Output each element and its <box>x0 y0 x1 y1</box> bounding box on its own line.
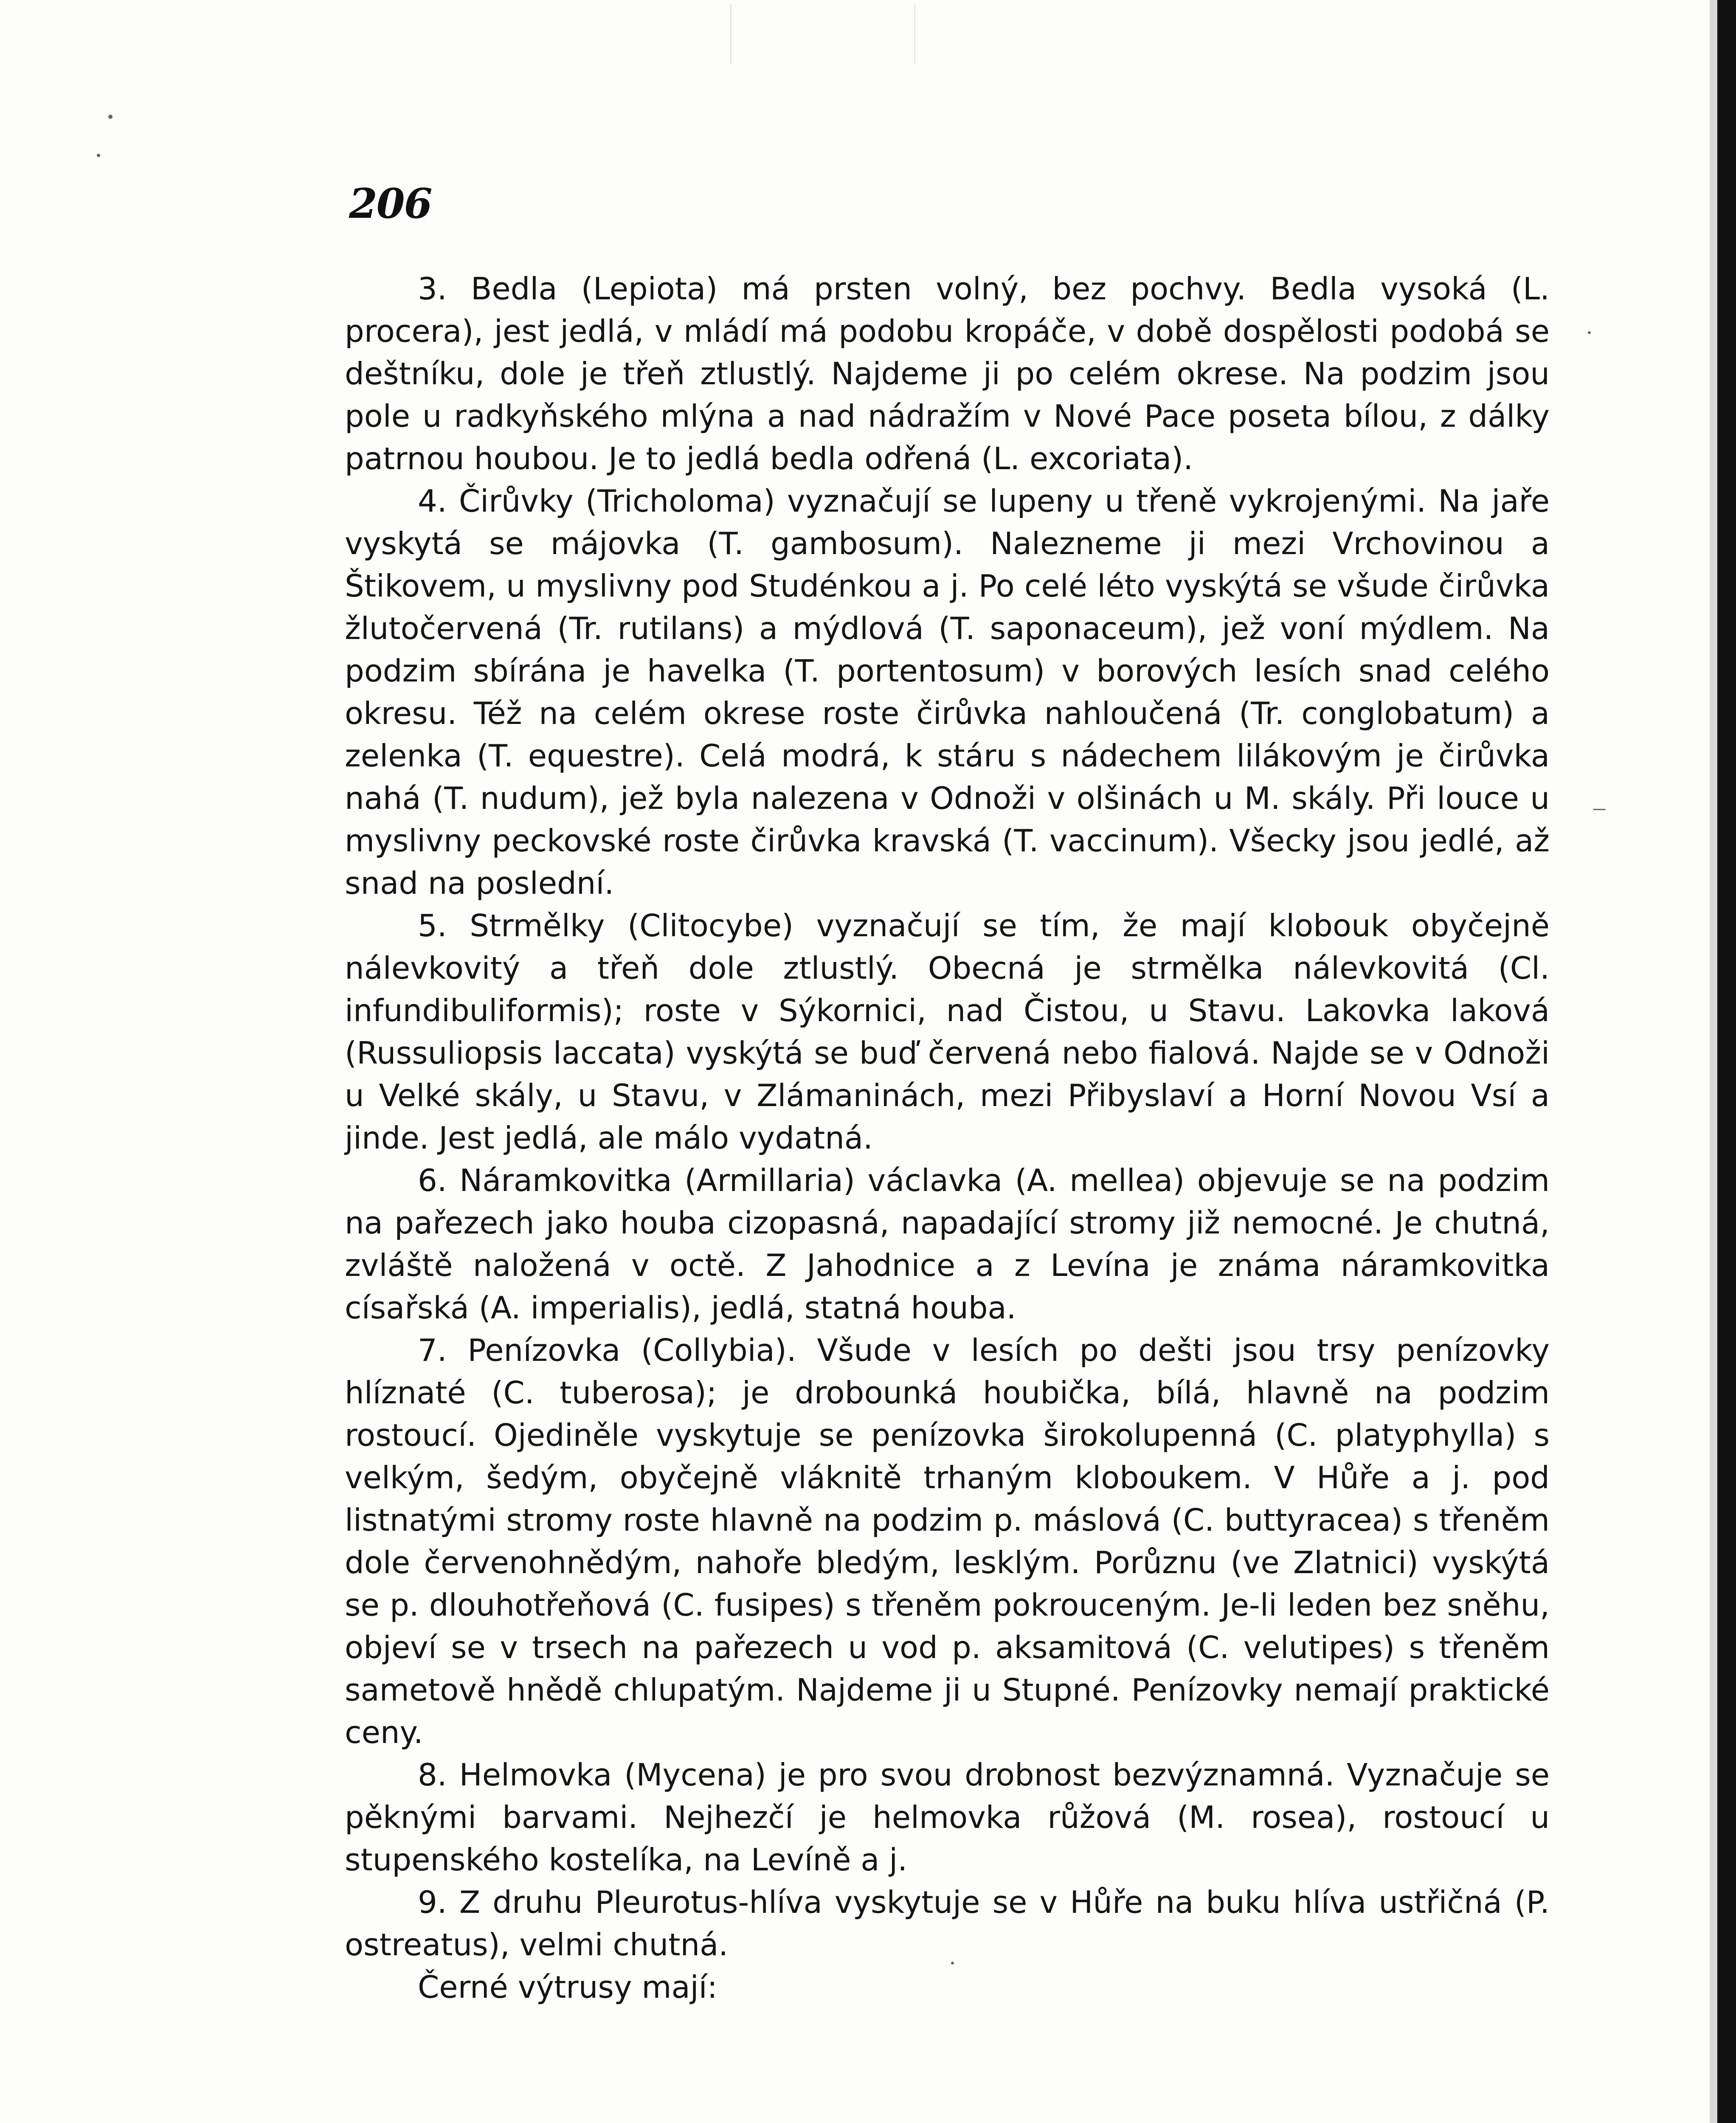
scan-artifact-header <box>730 4 915 64</box>
scan-speck <box>97 154 100 157</box>
scan-edge-shadow <box>1710 0 1717 2123</box>
paragraph-cerne-vytrusy: Černé výtrusy mají: <box>418 1969 717 2005</box>
paragraph-penizovka: 7. Penízovka (Collybia). Všude v lesích po dešti jsou trsy penízovky hlíznaté (C. tuberosa); je drobounká houbička, bílá, hlavně na podzim rostoucí. Ojediněle vyskytuje se penízovka širokolupenná (C. platyphylla) s velkým, šedým, obyčejně vláknitě trhaným kloboukem. V Hůře a j. pod listnatými stromy roste hlavně na podzim p. máslová (C. buttyracea) s třeněm dole červenohnědým, nahoře bledým, lesklým. Porůznu (ve Zlatnici) vyskýtá se p. dlouhotřeňová (C. fusipes) s třeněm pokrouceným. Je-li leden bez sněhu, objeví se v trsech na pařezech u vod p. aksamitová (C. velutipes) s třeněm sametově hnědě chlupatým. Najdeme ji u Stupné. Penízovky nemají praktické ceny. <box>345 1332 1550 1750</box>
paragraph-helmovka: 8. Helmovka (Mycena) je pro svou drobnost bezvýznamná. Vyznačuje se pěknými barvami. Nejhezčí je helmovka růžová (M. rosea), rostoucí u stupenského kostelíka, na Levíně a j. <box>345 1757 1550 1878</box>
paragraph-cirůvky: 4. Čirůvky (Tricholoma) vyznačují se lupeny u třeně vykrojenými. Na jaře vyskytá se májovka (T. gambosum). Nalezneme ji mezi Vrchovinou a Štikovem, u myslivny pod Studénkou a j. Po celé léto vyskýtá se všude čirůvka žlutočervená (Tr. rutilans) a mýdlová (T. saponaceum), jež voní mýdlem. Na podzim sbírána je havelka (T. portentosum) v borových lesích snad celého okresu. Též na celém okrese roste čirůvka nahloučená (Tr. conglobatum) a zelenka (T. equestre). Celá modrá, k stáru s nádechem lilákovým je čirůvka nahá (T. nudum), jež byla nalezena v Odnoži v olšinách u M. skály. Při louce u myslivny peckovské roste čirůvka kravská (T. vaccinum). Všecky jsou jedlé, až snad na poslední. <box>345 483 1550 901</box>
paragraph-bedla: 3. Bedla (Lepiota) má prsten volný, bez pochvy. Bedla vysoká (L. procera), jest jedlá, v mládí má podobu kropáče, v době dospělosti podobá se deštníku, dole je třeň ztlustlý. Najdeme ji po celém okrese. Na podzim jsou pole u radkyňského mlýna a nad nádražím v Nové Pace poseta bílou, z dálky patrnou houbou. Je to jedlá bedla odřená (L. excoriata). <box>345 271 1550 476</box>
scan-speck <box>1593 809 1606 810</box>
scan-edge <box>1717 0 1736 2123</box>
scan-speck <box>1588 331 1591 334</box>
paragraph-strmelky: 5. Strmělky (Clitocybe) vyznačují se tím, že mají klobouk obyčejně nálevkovitý a třeň dole ztlustlý. Obecná je strmělka nálevkovitá (Cl. infundibuliformis); roste v Sýkornici, nad Čistou, u Stavu. Lakovka laková (Russuliopsis laccata) vyskýtá se buď červená nebo fialová. Najde se v Odnoži u Velké skály, u Stavu, v Zlámaninách, mezi Přibyslaví a Horní Novou Vsí a jinde. Jest jedlá, ale málo vydatná. <box>345 908 1550 1156</box>
paragraph-naramkovitka: 6. Náramkovitka (Armillaria) václavka (A. mellea) objevuje se na podzim na pařezech jako houba cizopasná, napadající stromy již nemocné. Je chutná, zvláště naložená v octě. Z Jahodnice a z Levína je známa náramkovitka císařská (A. imperialis), jedlá, statná houba. <box>345 1163 1550 1326</box>
page-number: 206 <box>349 180 432 228</box>
paragraph-pleurotus: 9. Z druhu Pleurotus-hlíva vyskytuje se v Hůře na buku hlíva ustřičná (P. ostreatus), velmi chutná. <box>345 1884 1550 1963</box>
scan-speck <box>108 115 113 119</box>
body-text <box>345 267 1550 2008</box>
